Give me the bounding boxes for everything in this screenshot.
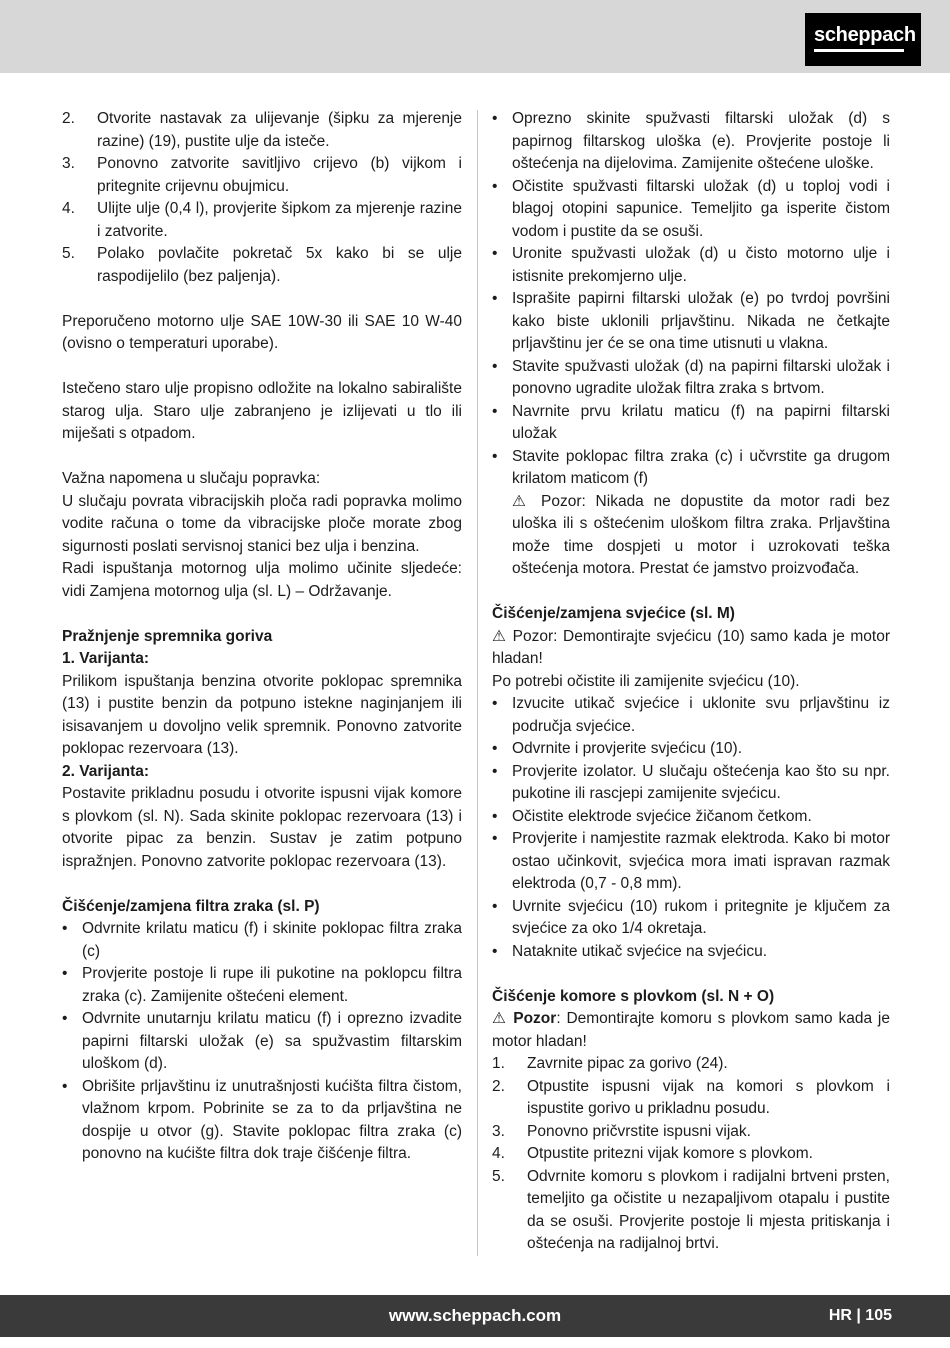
item-text: Ponovno pričvrstite ispusni vijak. xyxy=(527,1122,751,1140)
bullet-item xyxy=(492,828,890,896)
bullet-item xyxy=(492,288,890,356)
section-heading: Čišćenje komore s plovkom (sl. N + O) xyxy=(492,987,775,1005)
bullet-icon: • xyxy=(492,740,498,757)
bullet-icon: • xyxy=(62,965,68,982)
bullet-icon: • xyxy=(492,245,498,262)
page-content xyxy=(62,108,890,1256)
item-text: Nataknite utikač svjećice na svjećicu. xyxy=(512,942,768,960)
paragraph: Radi ispuštanja motornog ulja molimo učinite sljedeće: vidi Zamjena motornog ulja (sl. L) – Održavanje. xyxy=(62,560,462,600)
item-text: Odvrnite unutarnju krilatu maticu (f) i oprezno izvadite papirni filtarski uložak (e) sa spužvastim filtarskim uloškom (d). xyxy=(82,1010,462,1072)
bullet-icon: • xyxy=(492,402,498,420)
bullet-item xyxy=(62,1008,462,1076)
bold-text: Pozor xyxy=(513,1010,557,1027)
item-text: Otpustite pritezni vijak komore s plovkom. xyxy=(527,1145,813,1162)
section-heading: Čišćenje/zamjena svjećice (sl. M) xyxy=(492,605,735,622)
paragraph: Preporučeno motorno ulje SAE 10W-30 ili SAE 10 W-40 (ovisno o temperaturi uporabe). xyxy=(62,312,462,352)
item-number: 5. xyxy=(62,245,75,262)
item-text: Odvrnite krilatu maticu (f) i skinite poklopac filtra zraka (c) xyxy=(82,920,462,960)
bullet-item xyxy=(62,918,462,963)
bullet-item xyxy=(492,693,890,738)
bullet-list xyxy=(62,918,462,1166)
numbered-item xyxy=(62,153,462,198)
numbered-item xyxy=(492,1053,890,1076)
paragraph-gap xyxy=(62,288,462,311)
paragraph-gap xyxy=(62,603,462,626)
bullet-icon: • xyxy=(492,762,498,780)
item-text: Uronite spužvasti uložak (d) u čisto motorno ulje i istisnite prekomjerno ulje. xyxy=(512,245,890,285)
item-text: Odvrnite i provjerite svjećicu (10). xyxy=(512,740,742,757)
bullet-icon: • xyxy=(62,920,68,937)
bullet-icon: • xyxy=(492,290,498,307)
bullet-icon: • xyxy=(492,942,498,960)
numbered-item xyxy=(492,1076,890,1121)
numbered-item xyxy=(62,243,462,288)
bullet-icon: • xyxy=(492,897,498,915)
item-text: Zavrnite pipac za gorivo (24). xyxy=(527,1055,728,1072)
item-text: Oprezno skinite spužvasti filtarski uložak (d) s papirnog filtarskog uloška (e). Provjerite postoje li oštećenja na dijelovima. Zamijenite oštećene uloške. xyxy=(512,110,890,172)
bullet-icon: • xyxy=(62,1010,68,1027)
bullet-item xyxy=(492,941,890,964)
bullet-icon: • xyxy=(492,695,498,712)
item-number: 3. xyxy=(492,1122,505,1140)
item-text: Provjerite postoje li rupe ili pukotine na poklopcu filtra zraka (c). Zamijenite oštećeni element. xyxy=(82,965,462,1005)
item-text: Otvorite nastavak za ulijevanje (šipku za mjerenje razine) (19), pustite ulje da isteče. xyxy=(97,110,462,150)
footer-website: www.scheppach.com xyxy=(388,1306,562,1325)
item-number: 5. xyxy=(492,1167,505,1185)
paragraph-gap xyxy=(62,446,462,469)
numbered-item xyxy=(62,108,462,153)
bullet-icon: • xyxy=(492,110,498,127)
section-heading: Pražnjenje spremnika goriva xyxy=(62,627,273,645)
section-heading: 1. Varijanta: xyxy=(62,650,150,667)
bullet-item xyxy=(492,806,890,829)
numbered-list xyxy=(492,1053,890,1256)
column-divider xyxy=(477,110,478,1256)
item-text: Provjerite izolator. U slučaju oštećenja kao što su npr. pukotine ili rascjepi zamijenite svjećicu. xyxy=(512,762,890,802)
section-heading: 2. Varijanta: xyxy=(62,762,150,780)
logo-text: scheppach xyxy=(814,24,916,46)
left-column xyxy=(62,108,462,1256)
bullet-list xyxy=(492,108,890,491)
paragraph-gap xyxy=(62,873,462,896)
bullet-icon: • xyxy=(492,447,498,465)
paragraph: ⚠ Pozor: Demontirajte svjećicu (10) samo kada je motor hladan! xyxy=(492,627,890,667)
bullet-icon: • xyxy=(492,830,498,847)
bullet-item xyxy=(492,738,890,761)
bullet-item xyxy=(492,108,890,176)
item-number: 3. xyxy=(62,155,75,172)
bullet-item xyxy=(62,963,462,1008)
right-column xyxy=(492,108,890,1256)
paragraph: ⚠ Pozor: Nikada ne dopustite da motor radi bez uloška ili s oštećenim uloškom filtra zraka. Prljavština može time dospjeti u motor i uzrokovati teška oštećenja motora. Prestat će jamstvo proizvođača. xyxy=(512,492,890,577)
footer-page-number: HR | 105 xyxy=(828,1307,892,1324)
bullet-item xyxy=(492,761,890,806)
paragraph: Prilikom ispuštanja benzina otvorite poklopac spremnika (13) i pustite benzin da potpuno istekne naginjanjem ili isisavanjem u dovoljno velik spremnik. Ponovno zatvorite poklopac rezervoara (13). xyxy=(62,672,462,757)
bullet-item xyxy=(492,356,890,401)
bullet-item xyxy=(492,243,890,288)
paragraph: Postavite prikladnu posudu i otvorite ispusni vijak komore s plovkom (sl. N). Sada skinite poklopac rezervoara (13) i otvorite pipac za benzin. Sustav je zatim potpuno ispražnjen. Ponovno zatvorite poklopac rezervoara (13). xyxy=(62,785,462,870)
bullet-icon: • xyxy=(62,1077,68,1095)
page-footer xyxy=(0,1295,950,1337)
paragraph-gap xyxy=(62,356,462,379)
item-text: Stavite poklopac filtra zraka (c) i učvrstite ga drugom krilatom maticom (f) xyxy=(512,447,890,487)
item-text: Očistite elektrode svjećice žičanom četkom. xyxy=(512,807,812,825)
paragraph-gap xyxy=(492,581,890,604)
item-number: 4. xyxy=(62,200,75,217)
item-number: 2. xyxy=(62,110,75,127)
bullet-item xyxy=(492,176,890,244)
item-text: Uvrnite svjećicu (10) rukom i pritegnite je ključem za svjećice za oko 1/4 okretaja. xyxy=(512,897,890,937)
logo-underline xyxy=(814,49,904,52)
bullet-icon: • xyxy=(492,177,498,195)
item-text: Provjerite i namjestite razmak elektroda. Kako bi motor ostao učinkovit, svjećica mora imati ispravan razmak elektroda (0,7 - 0,8 mm). xyxy=(512,830,890,892)
page-header xyxy=(0,0,950,73)
item-number: 1. xyxy=(492,1055,505,1072)
paragraph xyxy=(492,1008,890,1053)
item-text: Očistite spužvasti filtarski uložak (d) u toploj vodi i blagoj otopini sapunice. Temeljito ga isperite čistom vodom i pustite da se osuši. xyxy=(512,177,890,240)
item-text: Navrnite prvu krilatu maticu (f) na papirni filtarski uložak xyxy=(512,402,890,442)
numbered-item xyxy=(62,198,462,243)
item-text: Isprašite papirni filtarski uložak (e) po tvrdoj površini kako biste uklonili prljavštinu. Nikada ne četkajte prljavštinu jer će se ona time utisnuti u vlakna. xyxy=(512,290,890,352)
bullet-icon: • xyxy=(492,357,498,375)
numbered-item xyxy=(492,1143,890,1166)
item-number: 4. xyxy=(492,1145,505,1162)
item-text: Ponovno zatvorite savitljivo crijevo (b) vijkom i pritegnite crijevnu obujmicu. xyxy=(97,155,462,195)
item-number: 2. xyxy=(492,1077,505,1095)
bullet-list xyxy=(492,693,890,963)
item-text: Otpustite ispusni vijak na komori s plovkom i ispustite gorivo u prikladnu posudu. xyxy=(527,1077,890,1117)
scheppach-logo xyxy=(805,13,921,66)
paragraph: U slučaju povrata vibracijskih ploča radi popravka molimo vodite računa o tome da vibracijske ploče morate zbog sigurnosti poslati servisnoj stanici bez ulja i benzina. xyxy=(62,492,462,555)
paragraph: Po potrebi očistite ili zamijenite svjećicu (10). xyxy=(492,672,800,690)
section-heading: Čišćenje/zamjena filtra zraka (sl. P) xyxy=(62,897,320,915)
text-run: : Demontirajte komoru s plovkom samo kada je motor hladan! xyxy=(492,1010,890,1050)
item-text: Odvrnite komoru s plovkom i radijalni brtveni prsten, temeljito ga očistite u nezapaljivom otapalu i pustite da se osuši. Provjerite postoje li mjesta pritiskanja i oštećenja na radijalnoj brtvi. xyxy=(527,1167,890,1252)
bullet-item xyxy=(492,446,890,491)
numbered-list xyxy=(62,108,462,288)
bullet-icon: • xyxy=(492,807,498,825)
item-text: Stavite spužvasti uložak (d) na papirni filtarski uložak i ponovno ugradite uložak filtra zraka s brtvom. xyxy=(512,357,890,397)
text-run: ⚠ xyxy=(492,1010,514,1027)
numbered-item xyxy=(492,1121,890,1144)
numbered-item xyxy=(492,1166,890,1256)
paragraph-gap xyxy=(492,963,890,986)
item-text: Polako povlačite pokretač 5x kako bi se ulje raspodijelilo (bez paljenja). xyxy=(97,245,462,285)
item-text: Izvucite utikač svjećice i uklonite svu prljavštinu iz područja svjećice. xyxy=(512,695,890,735)
paragraph: Važna napomena u slučaju popravka: xyxy=(62,470,321,487)
paragraph: Istečeno staro ulje propisno odložite na lokalno sabiralište starog ulja. Staro ulje zabranjeno je izlijevati u tlo ili miješati s otpadom. xyxy=(62,380,462,442)
item-text: Obrišite prljavštinu iz unutrašnjosti kućišta filtra čistom, vlažnom krpom. Pobrinite se za to da prljavština ne dospije u otvor (g). Stavite poklopac filtra zraka (c) ponovno na kućište filtra dok traje čišćenje filtra. xyxy=(82,1077,462,1162)
bullet-item xyxy=(492,401,890,446)
item-text: Ulijte ulje (0,4 l), provjerite šipkom za mjerenje razine i zatvorite. xyxy=(97,200,462,240)
bullet-item xyxy=(492,896,890,941)
bullet-item xyxy=(62,1076,462,1166)
